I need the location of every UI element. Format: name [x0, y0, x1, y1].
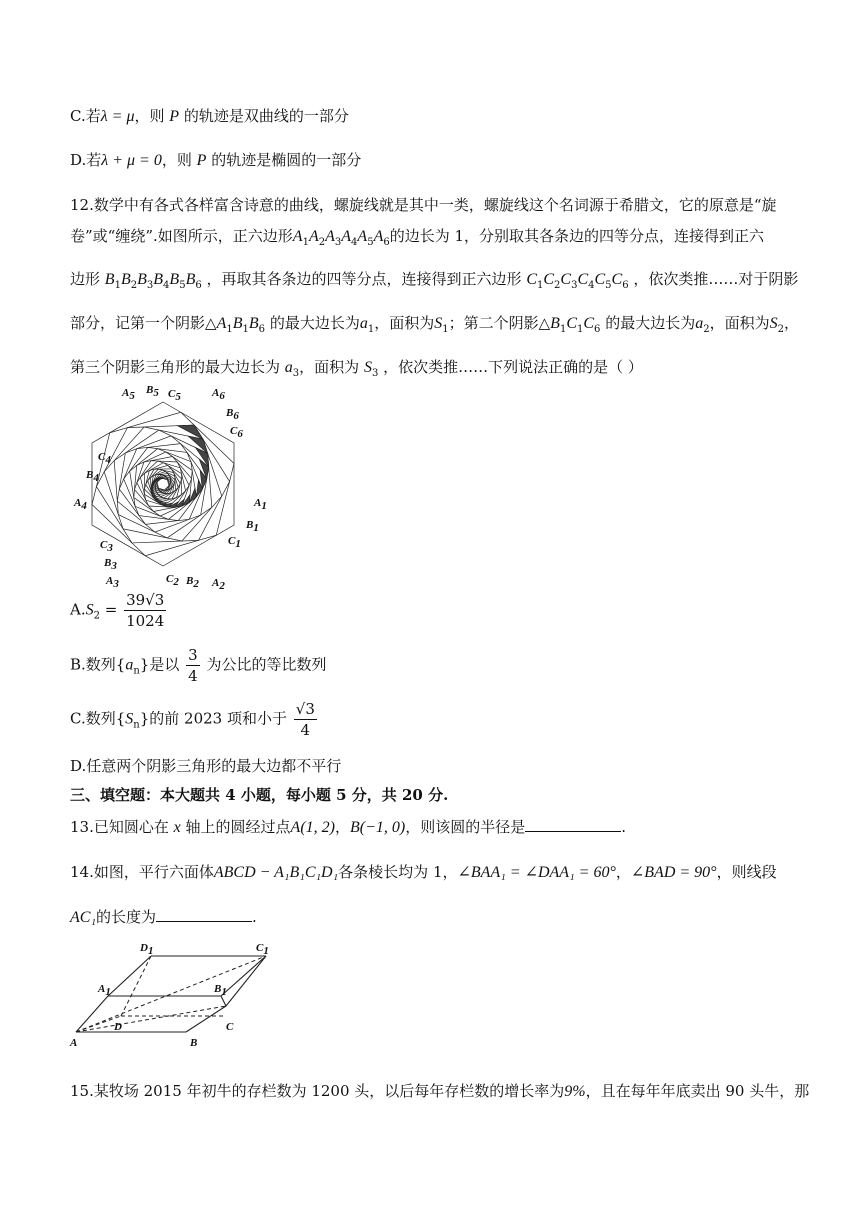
vertex-label: B6 — [226, 407, 239, 422]
hexagon-outline — [117, 436, 208, 532]
q12-line5: 第三个阴影三角形的最大边长为 $a_3$，面积为 $S_3$ ，依次类推……下列说法正确的是（ ） — [70, 358, 643, 379]
vertex-label: A1 — [254, 497, 267, 512]
hexagon-outline — [114, 430, 212, 538]
q12-line1: 12.数学中有各式各样富含诗意的曲线，螺旋线就是其中一类，螺旋线这个名词源于希腊文，它的原意是“旋 — [70, 196, 777, 214]
hexagon-outline — [96, 425, 229, 543]
vertex-label: A5 — [122, 387, 135, 402]
hexagon-outline — [119, 444, 206, 525]
answer-blank — [525, 817, 621, 832]
vertex-label: B1 — [214, 983, 227, 998]
q15: 15.某牧场 2015 年初牛的存栏数为 1200 头，以后每年存栏数的增长率为9%，且在每年年底卖出 90 头牛，那 — [70, 1082, 810, 1100]
q12-line4: 部分，记第一个阴影$\triangle A_1B_1B_6$ 的最大边长为$a_1$，面积为$S_1$；第二个阴影$\triangle B_1C_1C_6$ 的最大边长为$a_2$，面积为$S_2$， — [70, 314, 799, 335]
q12-line2: 卷”或“缠绕”.如图所示，正六边形$A_1A_2A_3A_4A_5A_6$的边长为 1，分别取其各条边的四等分点，连接得到正六 — [70, 227, 765, 248]
vertex-label: A6 — [212, 387, 225, 402]
vertex-label: C — [226, 1021, 234, 1033]
q14-line2: AC₁的长度为 . — [70, 908, 257, 926]
vertex-label: C3 — [100, 539, 113, 554]
vertex-label: A2 — [212, 577, 225, 592]
q11-option-c: C.若λ = μ，则 P 的轨迹是双曲线的一部分 — [70, 107, 349, 125]
hexagon-outline — [145, 465, 182, 502]
vertex-label: B4 — [86, 469, 99, 484]
vertex-label: B2 — [186, 575, 199, 590]
spiral-hexagon-figure — [70, 384, 280, 592]
vertex-label: C6 — [230, 425, 243, 440]
vertex-label: B3 — [104, 557, 117, 572]
vertex-label: A1 — [98, 983, 111, 998]
vertex-label: B1 — [246, 519, 259, 534]
q14-line1: 14.如图，平行六面体ABCD − A₁B₁C₁D₁各条棱长均为 1，∠BAA₁ = ∠DAA₁ = 60°，∠BAD = 90°，则线段 — [70, 863, 777, 881]
vertex-label: C5 — [168, 388, 181, 403]
vertex-label: C1 — [256, 942, 269, 957]
vertex-label: B — [190, 1037, 198, 1049]
parallelepiped-figure — [66, 938, 282, 1048]
vertex-label: A3 — [106, 575, 119, 590]
q12-line3: 边形 $B_1B_2B_3B_4B_5B_6$ ，再取其各条边的四等分点，连接得到正六边形 $C_1C_2C_3C_4C_5C_6$ ，依次类推……对于阴影 — [70, 270, 799, 291]
vertex-label: D — [114, 1021, 122, 1033]
q13: 13.已知圆心在 x 轴上的圆经过点A(1, 2)，B(−1, 0)，则该圆的半径是 . — [70, 818, 627, 836]
q12-option-b: B.数列$\{a_n\}$是以 $\frac{3}{4}$ 为公比的等比数列 — [70, 646, 327, 685]
hexagon-outline — [92, 412, 234, 556]
q12-option-a: $A.S_2$ = $\frac{39√3}{1024}$ — [70, 591, 165, 630]
vertex-label: C4 — [98, 451, 111, 466]
q11-option-d: D.若λ + μ = 0，则 P 的轨迹是椭圆的一部分 — [70, 151, 362, 169]
hexagon-outline — [140, 461, 185, 507]
vertex-label: D1 — [140, 942, 154, 957]
q12-option-d: D.任意两个阴影三角形的最大边都不平行 — [70, 757, 342, 775]
answer-blank — [156, 907, 252, 922]
vertex-label: A — [70, 1037, 78, 1049]
hexagon-outline — [130, 449, 197, 520]
spiral-lines — [92, 402, 234, 566]
vertex-label: C2 — [166, 573, 179, 588]
vertex-label: C1 — [228, 535, 241, 550]
vertex-label: A4 — [74, 497, 87, 512]
q12-option-c: C.数列$\{S_n\}$的前 2023 项和小于 $\frac{√3}{4}$ — [70, 700, 315, 739]
section-heading: 三、填空题：本大题共 4 小题，每小题 5 分，共 20 分. — [70, 786, 449, 804]
vertex-label: B5 — [146, 384, 159, 399]
